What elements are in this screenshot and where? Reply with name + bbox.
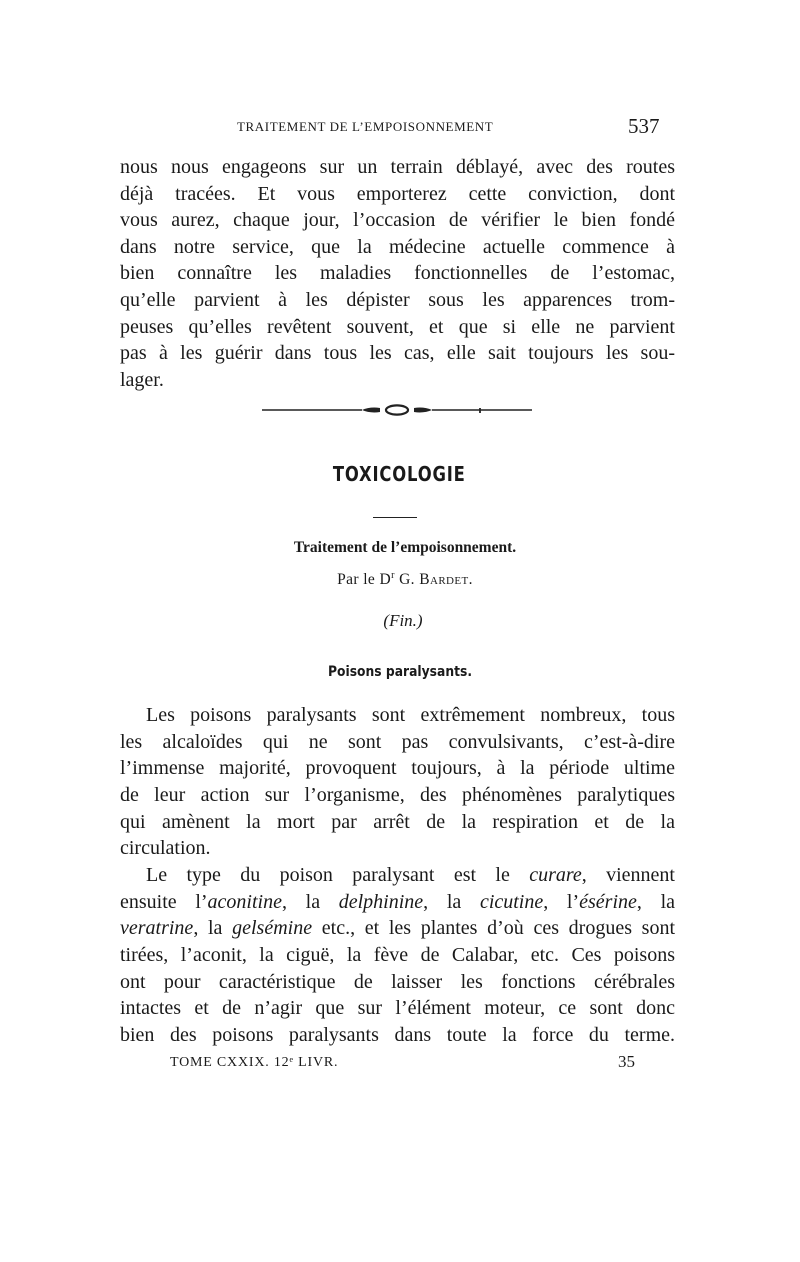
subsection-title: Poisons paralysants. [327,664,472,680]
text-line: l’immense majorité, provoquent toujours, à la période ultime [120,757,675,780]
ornamental-divider [262,402,532,418]
text-line: vous aurez, chaque jour, l’occasion de vérifier le bien fondé [120,209,675,232]
text-line: pas à les guérir dans tous les cas, elle sait toujours les sou- [120,342,675,365]
text-line: qui amènent la mort par arrêt de la respiration et de la [120,810,675,833]
text-line: peuses qu’elles revêtent souvent, et que si elle ne parvient [120,315,675,338]
text-line: nous nous engageons sur un terrain déblayé, avec des routes [120,156,675,178]
paragraph-paralysing-poisons [120,702,675,862]
text-line: Les poisons paralysants sont extrêmement nombreux, tous [146,704,675,726]
paragraph-curare-type [120,862,675,1049]
term-delphinine: delphinine [338,890,424,913]
byline [0,570,800,589]
text-line: tirées, l’aconit, la ciguë, la fève de Calabar, etc. Ces poisons [120,944,675,967]
text-line: intactes et de n’agir que sur l’élément moteur, ce sont donc [120,997,675,1020]
text-line: bien connaître les maladies fonctionnelles de l’estomac, [120,262,675,285]
term-aconitine: aconitine [207,890,282,913]
text-line: dans notre service, que la médecine actuelle commence à [120,235,675,258]
text-run: etc., et les plantes d’où ces drogues sont [312,917,675,940]
running-title: TRAITEMENT DE L’EMPOISONNEMENT [237,119,494,134]
text-run: ensuite l’ [120,890,208,913]
text-line: lager. [120,368,164,391]
short-rule [373,517,417,518]
text-run: , la [636,890,676,913]
term-gelsemine: gelsémine [232,917,313,940]
text-line: qu’elle parvient à les dépister sous les apparences trom- [120,288,675,311]
section-title: TOXICOLOGIE [332,462,466,486]
article-title: Traitement de l’empoisonnement. [293,539,517,556]
text-run: , la [423,890,480,913]
text-line [120,915,675,942]
text-line [120,862,675,889]
page-number: 537 [628,114,660,138]
byline-prefix: Par le D [337,571,392,589]
paragraph-conclusion [120,154,675,393]
text-run: , la [193,917,233,940]
text-line [120,889,675,916]
text-line: circulation. [120,837,211,860]
text-run: , viennent [581,864,675,886]
text-run: , l’ [543,890,580,913]
byline-superscript: r [391,570,395,581]
gathering-number: 35 [618,1052,635,1071]
text-run: Le type du poison paralysant est le [146,864,530,886]
term-veratrine: veratrine [120,917,194,940]
text-line: ont pour caractéristique de laisser les fonctions cérébrales [120,970,675,993]
term-eserine: ésérine [579,890,637,913]
volume-signature: TOME CXXIX. 12ᵉ LIVR. [170,1055,339,1070]
text-line: les alcaloïdes qui ne sont pas convulsivants, c’est-à-dire [120,730,675,753]
continuation-note: (Fin.) [383,611,423,630]
term-cicutine: cicutine [479,890,544,913]
term-curare: curare [529,864,582,886]
author-name: G. Bardet. [399,571,473,589]
text-line: de leur action sur l’organisme, des phénomènes paralytiques [120,784,675,807]
text-run: , la [281,890,339,913]
text-line: déjà tracées. Et vous emporterez cette conviction, dont [120,182,675,205]
text-line: bien des poisons paralysants dans toute la force du terme. [120,1024,675,1047]
